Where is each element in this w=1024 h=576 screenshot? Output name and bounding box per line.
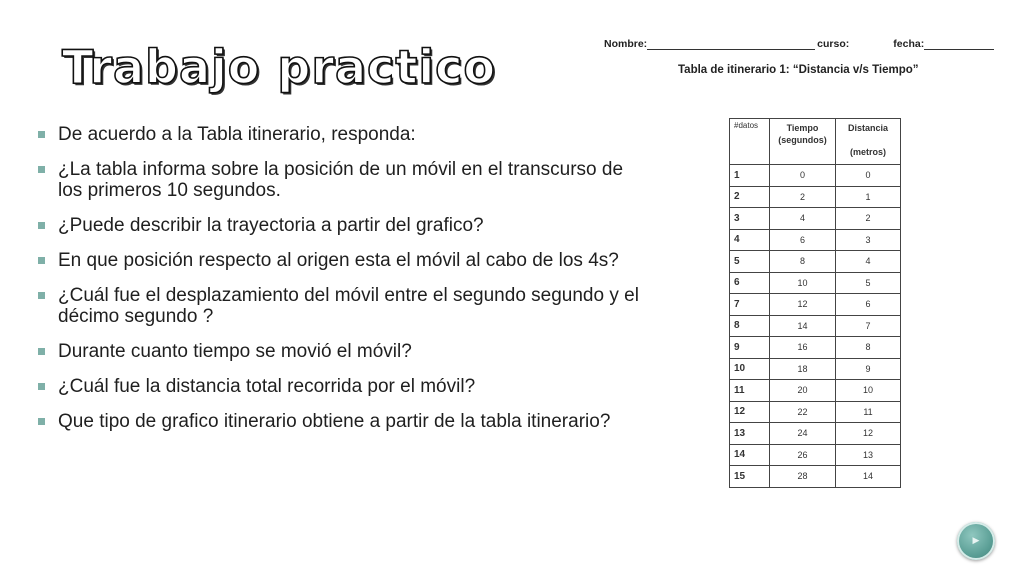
bullet-text: ¿Puede describir la trayectoria a partir del grafico?	[58, 215, 484, 236]
worksheet-fields-row	[604, 38, 1004, 50]
nombre-label: Nombre:	[604, 38, 648, 50]
table-caption: Tabla de itinerario 1: “Distancia v/s Tiempo”	[678, 64, 919, 76]
cell-dato: 2	[730, 186, 770, 208]
cell-dato: 10	[730, 358, 770, 380]
cell-dato: 8	[730, 315, 770, 337]
table-row	[730, 380, 901, 402]
table-row	[730, 208, 901, 230]
cell-distancia: 12	[836, 423, 901, 445]
cell-dato: 12	[730, 401, 770, 423]
bullet-text: Que tipo de grafico itinerario obtiene a partir de la tabla itinerario?	[58, 411, 611, 432]
bullet-square-icon	[38, 131, 45, 138]
list-item	[38, 250, 648, 271]
cell-distancia: 11	[836, 401, 901, 423]
list-item	[38, 285, 648, 327]
cell-tiempo: 24	[770, 423, 836, 445]
bullet-text: Durante cuanto tiempo se movió el móvil?	[58, 341, 412, 362]
bullet-square-icon	[38, 222, 45, 229]
list-item	[38, 376, 648, 397]
table-row	[730, 251, 901, 273]
cell-tiempo: 10	[770, 272, 836, 294]
cell-dato: 13	[730, 423, 770, 445]
cell-tiempo: 22	[770, 401, 836, 423]
slide-title: Trabajo practico	[62, 40, 496, 94]
cell-tiempo: 20	[770, 380, 836, 402]
header-distancia-label: Distancia	[847, 123, 889, 133]
bullet-square-icon	[38, 292, 45, 299]
bullet-square-icon	[38, 348, 45, 355]
table-row	[730, 186, 901, 208]
table-row	[730, 358, 901, 380]
table-row	[730, 229, 901, 251]
cell-dato: 6	[730, 272, 770, 294]
cell-tiempo: 2	[770, 186, 836, 208]
cell-distancia: 1	[836, 186, 901, 208]
header-distancia	[836, 119, 901, 165]
cell-tiempo: 26	[770, 444, 836, 466]
bullet-text: De acuerdo a la Tabla itinerario, responda:	[58, 124, 416, 145]
cell-distancia: 3	[836, 229, 901, 251]
cell-dato: 1	[730, 165, 770, 187]
list-item	[38, 411, 648, 432]
cell-tiempo: 6	[770, 229, 836, 251]
cell-distancia: 5	[836, 272, 901, 294]
cell-tiempo: 12	[770, 294, 836, 316]
cell-distancia: 0	[836, 165, 901, 187]
table-row	[730, 337, 901, 359]
cell-dato: 11	[730, 380, 770, 402]
header-tiempo-unit: (segundos)	[778, 135, 827, 145]
cell-dato: 3	[730, 208, 770, 230]
table-header-row	[730, 119, 901, 165]
cell-distancia: 14	[836, 466, 901, 488]
cell-dato: 7	[730, 294, 770, 316]
bullet-text: En que posición respecto al origen esta el móvil al cabo de los 4s?	[58, 250, 619, 271]
table-row	[730, 315, 901, 337]
table-row	[730, 466, 901, 488]
bullet-square-icon	[38, 257, 45, 264]
curso-label: curso:	[817, 38, 850, 50]
list-item	[38, 159, 648, 201]
cell-distancia: 7	[836, 315, 901, 337]
cell-distancia: 4	[836, 251, 901, 273]
cell-tiempo: 18	[770, 358, 836, 380]
table-row	[730, 165, 901, 187]
cell-tiempo: 28	[770, 466, 836, 488]
list-item	[38, 124, 648, 145]
cell-dato: 14	[730, 444, 770, 466]
cell-tiempo: 0	[770, 165, 836, 187]
cell-tiempo: 16	[770, 337, 836, 359]
cell-tiempo: 14	[770, 315, 836, 337]
bullet-square-icon	[38, 383, 45, 390]
table-row	[730, 272, 901, 294]
slide-nav-icon: ▶	[972, 536, 980, 546]
question-list	[38, 124, 648, 446]
bullet-square-icon	[38, 418, 45, 425]
cell-distancia: 6	[836, 294, 901, 316]
worksheet-header	[604, 38, 1004, 98]
fecha-label: fecha:	[893, 38, 925, 50]
cell-distancia: 10	[836, 380, 901, 402]
table-row	[730, 294, 901, 316]
cell-dato: 15	[730, 466, 770, 488]
fecha-blank-line	[924, 39, 994, 50]
bullet-text: ¿Cuál fue el desplazamiento del móvil entre el segundo segundo y el décimo segundo ?	[58, 285, 639, 327]
list-item	[38, 341, 648, 362]
cell-distancia: 9	[836, 358, 901, 380]
bullet-text: ¿Cuál fue la distancia total recorrida por el móvil?	[58, 376, 476, 397]
table-row	[730, 401, 901, 423]
cell-dato: 4	[730, 229, 770, 251]
header-tiempo	[770, 119, 836, 165]
cell-distancia: 8	[836, 337, 901, 359]
cell-dato: 5	[730, 251, 770, 273]
nombre-blank-line	[647, 39, 815, 50]
cell-distancia: 13	[836, 444, 901, 466]
itinerary-table	[729, 118, 901, 488]
cell-tiempo: 8	[770, 251, 836, 273]
slide-nav-button[interactable]	[957, 522, 995, 560]
table-row	[730, 423, 901, 445]
list-item	[38, 215, 648, 236]
cell-dato: 9	[730, 337, 770, 359]
header-tiempo-label: Tiempo	[786, 123, 819, 133]
bullet-square-icon	[38, 166, 45, 173]
header-datos: #datos	[730, 119, 770, 165]
cell-tiempo: 4	[770, 208, 836, 230]
header-distancia-unit: (metros)	[849, 147, 886, 157]
cell-distancia: 2	[836, 208, 901, 230]
bullet-text: ¿La tabla informa sobre la posición de un móvil en el transcurso de los primeros 10 segundos.	[58, 159, 624, 201]
table-row	[730, 444, 901, 466]
